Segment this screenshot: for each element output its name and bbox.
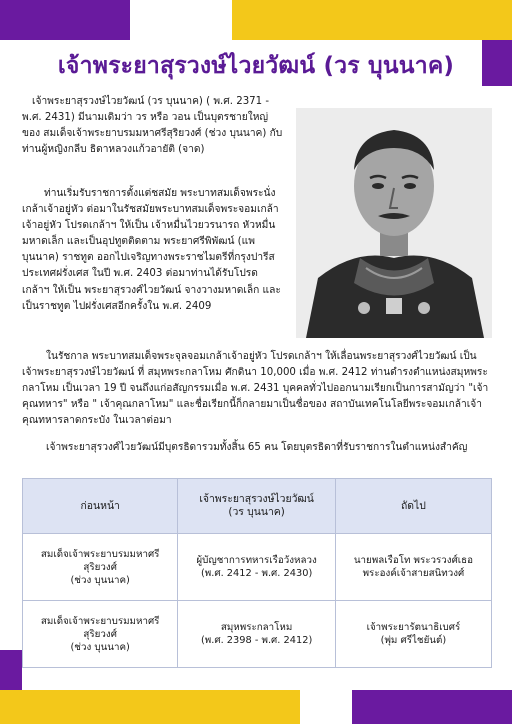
row2-successor	[335, 601, 491, 668]
header-subject	[178, 479, 336, 534]
row2-predecessor	[23, 601, 178, 668]
header-predecessor-text: ก่อนหน้า	[80, 499, 120, 512]
page-title: เจ้าพระยาสุรวงษ์ไวยวัฒน์ (วร บุนนาค)	[57, 53, 455, 79]
decorative-band-bottom-right	[352, 690, 512, 724]
portrait-image	[296, 108, 492, 338]
decorative-band-top-left	[0, 0, 130, 40]
header-successor-text: ถัดไป	[400, 499, 426, 512]
header-subject-name: เจ้าพระยาสุรวงษ์ไวยวัฒน์	[199, 493, 314, 505]
row1-position	[178, 534, 336, 601]
row1-predecessor-line3: (ช่วง บุนนาค)	[70, 574, 130, 586]
row2-predecessor-line3: (ช่วง บุนนาค)	[70, 641, 130, 653]
succession-table	[22, 478, 492, 668]
table-row	[23, 601, 492, 668]
row1-position-line2: (พ.ศ. 2412 - พ.ศ. 2430)	[200, 568, 313, 579]
decorative-band-bottom-left	[0, 690, 300, 724]
table-row	[23, 534, 492, 601]
row2-predecessor-line1: สมเด็จเจ้าพระยาบรมมหาศรี	[40, 615, 160, 627]
row2-position-line2: (พ.ศ. 2398 - พ.ศ. 2412)	[200, 635, 313, 646]
paragraph-children: เจ้าพระยาสุรวงศ์ไวยวัฒน์มีบุตรธิดารวมทั้งสิ้น 65 คน โดยบุตรธิดาที่รับราชการในตำแหน่งสำคัญ	[46, 442, 468, 453]
row1-predecessor	[23, 534, 178, 601]
row1-predecessor-line1: สมเด็จเจ้าพระยาบรมมหาศรี	[40, 548, 160, 560]
row1-predecessor-line2: สุริยวงศ์	[83, 561, 117, 573]
paragraph-intro: เจ้าพระยาสุรวงษ์ไวยวัฒน์ (วร บุนนาค) ( พ.ศ. 2371 - พ.ศ. 2431) มีนามเดิมว่า วร หรือ วอน เป็นบุตรชายใหญ่ของ สมเด็จเจ้าพระยาบรมมหาศรีสุริยวงศ์ (ช่วง บุนนาค) กับท่านผู้หญิงกลีบ ธิดาหลวงแก้วอายัติ (จาด)	[22, 96, 283, 156]
row1-successor-line2: พระองค์เจ้าสายสนิทวงศ์	[362, 568, 465, 579]
header-predecessor	[23, 479, 178, 534]
row2-position	[178, 601, 336, 668]
row2-successor-line2: (พุ่ม ศรีไชยันต์)	[380, 635, 447, 646]
paragraph-career: ท่านเริ่มรับราชการตั้งแต่ชสมัย พระบาทสมเด็จพระนั่งเกล้าเจ้าอยู่หัว ต่อมาในรัชสมัยพระบาทสมเด็จพระจอมเกล้าเจ้าอยู่หัว โปรดเกล้าฯ ให้เป็น เจ้าหมื่นไวยวรนารถ หัวหมื่นมหาดเล็ก และเป็นอุปทูตติดตาม พระยาศรีพิพัฒน์ (แพ บุนนาค) ราชทูต ออกไปเจริญทางพระราชไมตรีที่กรุงปารีส ประเทศฝรั่งเศส ในปี พ.ศ. 2403 ต่อมาท่านได้รับโปรดเกล้าฯ ให้เป็น พระยาสุรวงศ์ไวยวัฒน์ จางวางมหาดเล็ก และเป็นราชทูต ไปฝรั่งเศสอีกครั้งใน พ.ศ. 2409	[22, 188, 281, 312]
header-subject-family: (วร บุนนาค)	[228, 506, 285, 518]
row2-predecessor-line2: สุริยวงศ์	[83, 628, 117, 640]
row2-successor-line1: เจ้าพระยารัตนาธิเบศร์	[366, 622, 461, 633]
row1-position-line1: ผู้บัญชาการทหารเรือวังหลวง	[196, 555, 317, 566]
header-successor	[335, 479, 491, 534]
table-header-row	[23, 479, 492, 534]
decorative-band-bottom-left-accent	[0, 650, 22, 690]
row1-successor-line1: นายพลเรือโท พระวรวงศ์เธอ	[353, 555, 474, 566]
decorative-band-top-right	[232, 0, 512, 40]
paragraph-reign: ในรัชกาล พระบาทสมเด็จพระจุลจอมเกล้าเจ้าอยู่หัว โปรดเกล้าฯ ให้เลื่อนพระยาสุรวงศ์ไวยวัฒน์ เป็น เจ้าพระยาสุรวงษ์ไวยวัฒน์ ที่ สมุหพระกลาโหม ศักดินา 10,000 เมื่อ พ.ศ. 2412 ท่านดำรงตำแหน่งสมุหพระกลาโหม เป็นเวลา 19 ปี จนถึงแก่อสัญกรรมเมื่อ พ.ศ. 2431 บุคคลทั่วไปออกนามเรียกเป็นการสามัญว่า "เจ้าคุณทหาร" หรือ " เจ้าคุณกลาโหม" และชื่อเรียกนี้ก็กลายมาเป็นชื่อของ สถาบันเทคโนโลยีพระจอมเกล้าเจ้าคุณทหารลาดกระบัง ในเวลาต่อมา	[22, 351, 489, 427]
row1-successor	[335, 534, 491, 601]
row2-position-line1: สมุหพระกลาโหม	[220, 622, 293, 633]
